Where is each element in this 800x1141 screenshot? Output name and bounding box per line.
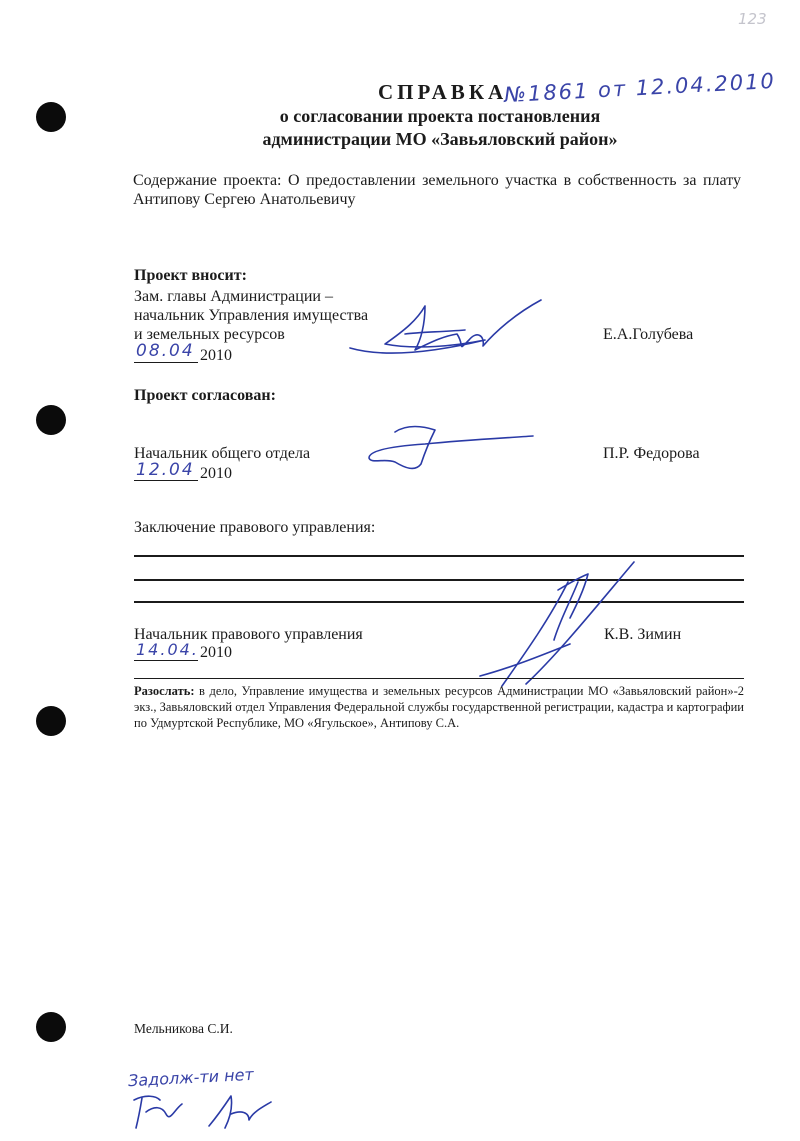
distribution-label: Разослать: (134, 684, 195, 698)
corner-mark: 123 (738, 10, 767, 28)
approved-date-handwritten: 12.04 (136, 460, 195, 480)
footer-signature-left (126, 1092, 186, 1132)
approved-position: Начальник общего отдела (134, 445, 311, 462)
document-title: СПРАВКА (378, 80, 508, 104)
approved-heading: Проект согласован: (134, 387, 276, 404)
legal-year: 2010 (200, 644, 232, 661)
handwritten-registration-number: №1861 от 12.04.2010 (503, 68, 777, 108)
distribution-block (134, 683, 744, 731)
punch-hole (36, 405, 66, 435)
punch-hole (36, 102, 66, 132)
submitter-name: Е.А.Голубева (603, 326, 694, 343)
submitter-year: 2010 (200, 347, 232, 364)
submitter-date-handwritten: 08.04 (136, 341, 195, 361)
conclusion-line (134, 601, 744, 603)
legal-name: К.В. Зимин (604, 626, 682, 643)
submitter-signature (345, 296, 545, 366)
date-underline (134, 362, 198, 363)
distribution-text: в дело, Управление имущества и земельных ресурсов Администрации МО «Завьяловский район»-2 экз., Завьяловский отдел Управления Федеральной службы государственной регистрации, кадастра и картографии по Удмуртской Республике, МО «Ягульское», Антипову С.А. (134, 684, 745, 730)
legal-date-handwritten: 14.04. (136, 640, 199, 659)
footer-signature-right (205, 1092, 275, 1132)
separator-line (134, 678, 744, 679)
date-underline (134, 480, 198, 481)
conclusion-line (134, 579, 744, 581)
submitter-position-line1: Зам. главы Администрации – (134, 288, 333, 305)
submitter-position-line2: начальник Управления имущества (134, 307, 369, 324)
approved-signature (365, 420, 535, 475)
punch-hole (36, 706, 66, 736)
date-underline (134, 660, 198, 661)
document-subtitle-line2: администрации МО «Завьяловский район» (262, 129, 618, 149)
project-content: Содержание проекта: О предоставлении земельного участка в собственность за плату Антипову Сергею Анатольевичу (133, 172, 741, 208)
handwritten-note: Задолж-ти нет (127, 1064, 255, 1091)
conclusion-line (134, 555, 744, 557)
document-subtitle-line1: о согласовании проекта постановления (279, 106, 601, 126)
submitter-heading: Проект вносит: (134, 267, 247, 284)
submitter-position-line3: и земельных ресурсов (134, 326, 285, 343)
executor-name: Мельникова С.И. (134, 1021, 233, 1036)
approved-year: 2010 (200, 465, 232, 482)
legal-position: Начальник правового управления (134, 626, 363, 643)
legal-conclusion-label: Заключение правового управления: (134, 519, 376, 536)
punch-hole (36, 1012, 66, 1042)
approved-name: П.Р. Федорова (603, 445, 700, 462)
